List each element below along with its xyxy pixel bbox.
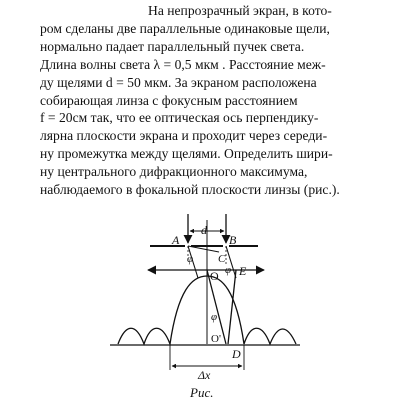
label-delta-x: Δx xyxy=(198,368,211,382)
label-D: D xyxy=(232,347,241,361)
problem-line: наблюдаемого в фокальной плоскости линзы (рис.). xyxy=(40,182,340,198)
problem-line: собирающая линза с фокусным расстоянием xyxy=(40,92,298,108)
label-A: A xyxy=(172,233,180,247)
problem-line: Длина волны света λ = 0,5 мкм . Расстояние меж- xyxy=(40,56,326,72)
label-E: E xyxy=(239,264,247,278)
problem-line: ром сделаны две параллельные одинаковые щели, xyxy=(40,20,330,36)
problem-line: ну промежутка между щелями. Определить шири- xyxy=(40,146,333,162)
problem-line: ну центрального дифракционного максимума, xyxy=(40,164,308,180)
problem-line: нормально падает параллельный пучек света. xyxy=(40,38,305,54)
phi-center: φ xyxy=(211,311,218,323)
problem-line: f = 20см так, что ее оптическая ось перпендику- xyxy=(40,110,319,126)
label-C: C xyxy=(218,253,226,265)
phi-right: φ xyxy=(225,264,232,276)
label-B: B xyxy=(229,233,237,247)
phi-left: φ xyxy=(187,253,194,265)
problem-line: лярна плоскости экрана и проходит через середи- xyxy=(40,128,328,144)
problem-line: На непрозрачный экран, в кото- xyxy=(148,3,332,18)
label-d: d xyxy=(201,223,207,237)
label-O: O xyxy=(210,269,219,283)
figure-caption: Рис. xyxy=(190,385,214,400)
label-O-prime: O' xyxy=(211,333,221,345)
problem-line: ду щелями d = 50 мкм. За экраном расположена xyxy=(40,74,317,90)
refracted-ray xyxy=(228,270,236,344)
